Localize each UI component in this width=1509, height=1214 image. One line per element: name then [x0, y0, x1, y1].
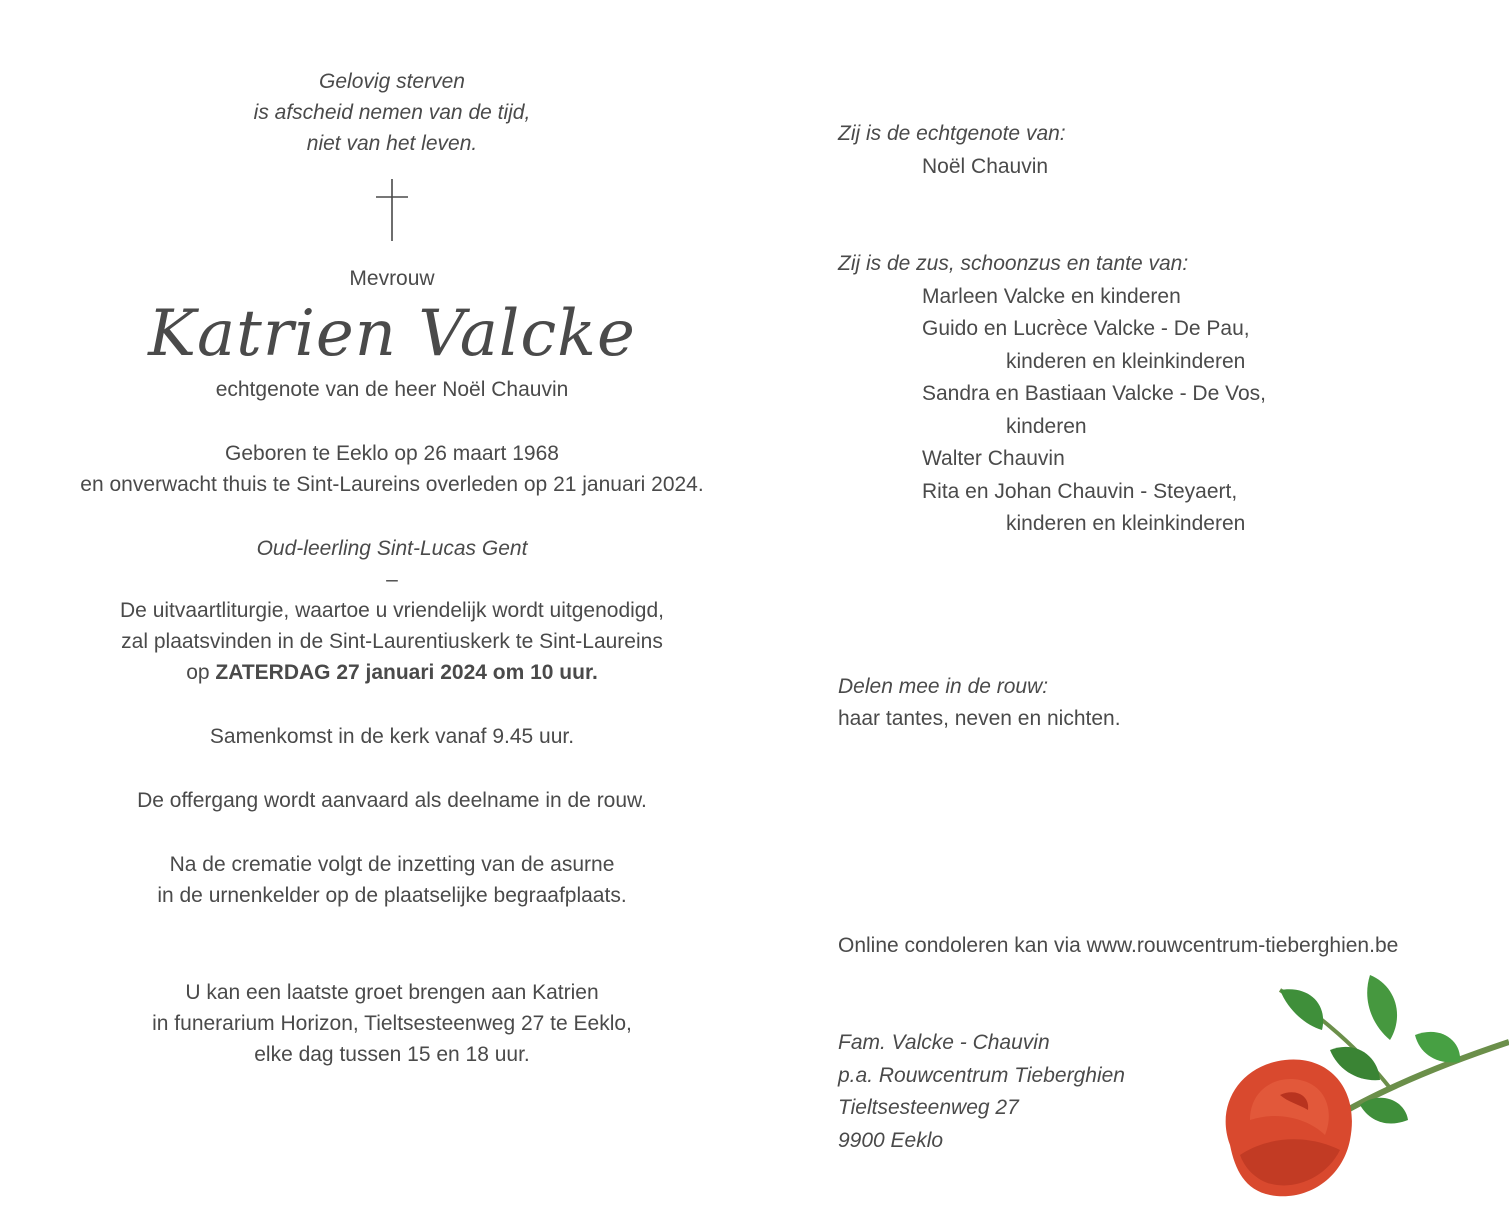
cremation-line-1: Na de crematie volgt de inzetting van de asurne	[169, 853, 615, 876]
funeral-line-1: De uitvaartliturgie, waartoe u vriendelijk wordt uitgenodigd,	[120, 599, 664, 622]
cross-icon	[375, 179, 409, 241]
poem-line-2: is afscheid nemen van de tijd,	[253, 101, 531, 124]
leaf	[1415, 1032, 1460, 1063]
family-line: Rita en Johan Chauvin - Steyaert,	[922, 479, 1238, 503]
online-condolence: Online condoleren kan via www.rouwcentrum-tieberghien.be	[838, 933, 1399, 957]
leaf	[1367, 975, 1397, 1040]
family-line: Guido en Lucrèce Valcke - De Pau,	[922, 317, 1250, 340]
family-line: kinderen en kleinkinderen	[1006, 512, 1246, 535]
gathering-line: Samenkomst in de kerk vanaf 9.45 uur.	[209, 725, 575, 748]
divider-dash: –	[386, 568, 398, 591]
cremation-line-2: in de urnenkelder op de plaatselijke begraafplaats.	[157, 884, 627, 907]
death-line: en onverwacht thuis te Sint-Laureins overleden op 21 januari 2024.	[80, 473, 704, 496]
family-heading: Zij is de zus, schoonzus en tante van:	[838, 252, 1189, 275]
leaf	[1360, 1098, 1408, 1124]
funeral-prefix: op	[186, 661, 216, 684]
mourn-text: haar tantes, neven en nichten.	[838, 707, 1121, 730]
poem-line-3: niet van het leven.	[306, 132, 478, 155]
visit-line-3: elke dag tussen 15 en 18 uur.	[254, 1043, 530, 1066]
birth-line: Geboren te Eeklo op 26 maart 1968	[225, 442, 559, 465]
funeral-line-2: zal plaatsvinden in de Sint-Laurentiuskerk te Sint-Laureins	[121, 630, 663, 653]
leaf	[1280, 989, 1323, 1030]
address-line: 9900 Eeklo	[838, 1128, 944, 1152]
honorific: Mevrouw	[349, 267, 435, 290]
visit-line-2: in funerarium Horizon, Tieltsesteenweg 27 te Eeklo,	[152, 1012, 632, 1035]
funeral-line-3	[40, 657, 744, 688]
spouse-name: Noël Chauvin	[922, 154, 1049, 178]
spouse-line: echtgenote van de heer Noël Chauvin	[215, 378, 569, 401]
family-line: kinderen	[1006, 414, 1087, 438]
family-line: Marleen Valcke en kinderen	[922, 284, 1181, 308]
spouse-heading: Zij is de echtgenote van:	[838, 122, 1066, 145]
school-line: Oud-leerling Sint-Lucas Gent	[256, 537, 528, 560]
address-line: p.a. Rouwcentrum Tieberghien	[838, 1063, 1125, 1087]
poem-line-1: Gelovig sterven	[319, 70, 465, 93]
mourn-heading: Delen mee in de rouw:	[838, 674, 1049, 698]
funeral-date: ZATERDAG 27 januari 2024 om 10 uur.	[215, 661, 598, 684]
rose-image	[1210, 970, 1509, 1210]
address-line: Tieltsesteenweg 27	[838, 1096, 1019, 1119]
address-line: Fam. Valcke - Chauvin	[838, 1031, 1050, 1054]
leaf	[1330, 1047, 1380, 1080]
family-line: Sandra en Bastiaan Valcke - De Vos,	[922, 382, 1266, 405]
offering-line: De offergang wordt aanvaard als deelname in de rouw.	[137, 789, 647, 812]
deceased-name: Katrien Valcke	[148, 297, 636, 371]
left-column	[40, 66, 744, 1070]
family-line: Walter Chauvin	[922, 447, 1065, 470]
visit-line-1: U kan een laatste groet brengen aan Katrien	[185, 981, 599, 1004]
family-line: kinderen en kleinkinderen	[1006, 349, 1246, 373]
